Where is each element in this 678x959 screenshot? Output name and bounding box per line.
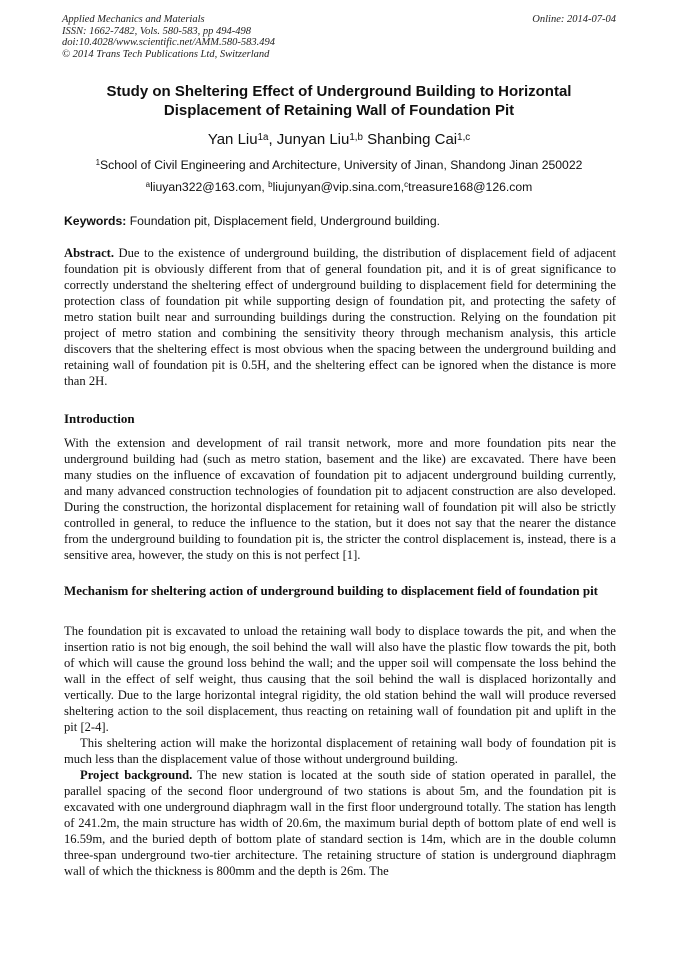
introduction-paragraph: With the extension and development of rail transit network, more and more foundation pits near the underground building had (such as metro station, basement and the like) are excavated. There have been many studies on the influence of excavation of foundation pit to adjacent underground building currently, and many advanced construction technologies of foundation pit to adjacent construction are also developed. During the construction, the horizontal displacement for retaining wall of foundation pit will also be strictly controlled in general, to reduce the influence to the station, but it does not say that the nearer the distance from the underground building to foundation pit is, the stricter the control displacement is, instead, there is a sensitive area, however, the study on this is not perfect [1]. (64, 436, 616, 562)
author-name: , Junyan Liu (268, 131, 350, 148)
copyright-line: © 2014 Trans Tech Publications Ltd, Switzerland (62, 48, 270, 60)
author-emails (62, 179, 616, 195)
introduction-heading: Introduction (64, 411, 135, 426)
affiliation-sup: 1 (95, 158, 100, 167)
project-background-label: Project background. (80, 768, 193, 782)
affiliation (62, 157, 616, 173)
email-sup: c (404, 180, 409, 189)
abstract-label: Abstract. (64, 246, 115, 260)
online-date: Online: 2014-07-04 (532, 14, 616, 25)
email-sup: b (268, 180, 273, 189)
abstract-text: Due to the existence of underground building, the distribution of displacement field of adjacent foundation pit is obviously different from that of general foundation pit, and it is of great significance to correctly understand the sheltering effect of underground building to displacement field for determining the protection class of foundation pit while supporting design of foundation pit, and protecting the safety of metro station built near and surrounding buildings during the construction. Relying on the foundation pit project of metro station and combining the sensitivity theory through mechanism analysis, this article discovers that the sheltering effect is most obvious when the spacing between the underground building and retaining wall of foundation pit is 0.5H, and the sheltering effect can be ignored when the distance is more than 2H. (64, 246, 616, 388)
paper-title (62, 82, 616, 120)
keywords-label: Keywords: (64, 214, 127, 228)
project-background-text: The new station is located at the south side of station operated in parallel, the parallel spacing of the second floor underground of two stations is about 5m, and the foundation pit is excavated with one underground diaphragm wall in the first floor underground totally. The station has length of 241.2m, the main structure has width of 20.6m, the maximum burial depth of bottom plate of end well is 16.59m, and the buried depth of bottom plate of standard section is 14m, which are in the double column three-span underground two-tier architecture. The retaining structure of station is underground diaphragm wall of which the thickness is 800mm and the depth is 26m. The (64, 768, 616, 878)
issn-line: ISSN: 1662-7482, Vols. 580-583, pp 494-498 (62, 25, 251, 37)
email-sup: a (145, 180, 151, 189)
abstract (64, 245, 616, 389)
email-link[interactable]: treasure168@126.com (408, 180, 533, 194)
mechanism-heading: Mechanism for sheltering action of underground building to displacement field of foundation pit (64, 583, 599, 598)
mechanism-section (64, 623, 616, 879)
doi-line: doi:10.4028/www.scientific.net/AMM.580-583.494 (62, 37, 275, 49)
mechanism-paragraph-1: The foundation pit is excavated to unload the retaining wall body to displace towards the pit, and when the insertion ratio is not big enough, the soil behind the wall will also have the plastic flow towards the pit, both of which will cause the ground loss behind the wall; and the upper soil will compensate the loss behind the wall in the effect of self weight, thus causing that the soil behind the wall is displaced horizontally and vertically. Due to the large horizontal integral rigidity, the old station behind the wall will produce reversed sheltering action to the soil displacement, thus reacting on retaining wall of foundation pit and uplift in the pit [2-4]. (64, 624, 616, 734)
journal-header (62, 14, 616, 60)
mechanism-paragraph-2: This sheltering action will make the horizontal displacement of retaining wall body of foundation pit is much less than the displacement value of those without underground building. (64, 736, 616, 766)
affiliation-text: School of Civil Engineering and Architecture, University of Jinan, Shandong Jinan 250022 (100, 158, 583, 172)
author-sup: 1,b (349, 132, 363, 143)
author-sup: 1a (257, 132, 269, 143)
keywords-text: Foundation pit, Displacement field, Underground building. (126, 214, 440, 228)
title-line-1: Study on Sheltering Effect of Underground Building to Horizontal (106, 83, 572, 100)
author-sup: 1,c (457, 132, 471, 143)
author-name: Yan Liu (207, 131, 258, 148)
title-line-2: Displacement of Retaining Wall of Foundation Pit (163, 102, 515, 119)
project-background-paragraph (64, 767, 616, 879)
keywords (64, 213, 616, 229)
journal-name: Applied Mechanics and Materials (62, 14, 205, 25)
email-link[interactable]: liuyan322@163.com, (150, 180, 269, 194)
author-name: Shanbing Cai (362, 131, 458, 148)
author-list (62, 131, 616, 149)
email-link[interactable]: liujunyan@vip.sina.com, (272, 180, 405, 194)
